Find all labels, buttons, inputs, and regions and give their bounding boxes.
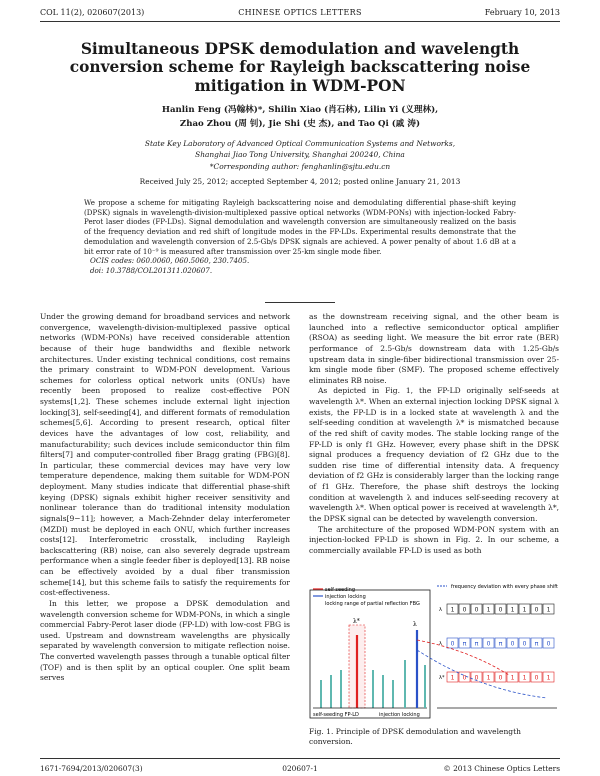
paragraph: Under the growing demand for broadband services and network convergence, wavelength-division-multiplexed passive optical networks (WDM-PONs) have received considerable attention because of their huge bandwidths and flexible network architectures. Under existing technical conditions, cost remains the primary constraint to WDM-PON development. Various schemes for colorless optical network units (ONUs) have recently been proposed to realize cost-effective PON systems[1,2]. These schemes include external light injection locking[3], self-seeding[4], and different formats of remodulation schemes[5,6]. According to present research, optical filter devices have the advantages of low cost, reliability, and manufacturability; such devices include semiconductor thin film filters[7] and computer-controlled fiber Bragg grating (FBG)[8]. In particular, these commercial devices may have very low temperature dependence, making them suitable for WDM-PON deployment. Many studies indicate that differential phase-shift keying (DPSK) signals exhibit higher receiver sensitivity and nonlinear tolerance than do traditional intensity modulation signals[9−11]; however, a Mach-Zehnder delay interferometer (MZDI) must be deployed in each ONU, which further increases costs[12]. Interferometric crosstalk, including Rayleigh backscattering (RB) noise, can also severely degrade upstream performance when a single feeder fiber is deployed[13]. RB noise can be effectively avoided by a dual fiber transmission scheme[14], but this scheme fails to satisfy the requirements for cost-effectiveness. (40, 312, 290, 598)
bit-row-mid (447, 638, 554, 648)
locking-range-box (349, 625, 365, 708)
bit-value: 0 (474, 674, 479, 682)
right-column (309, 312, 559, 556)
bit-value: 0 (486, 640, 491, 648)
issue-date: February 10, 2013 (484, 8, 560, 17)
bit-value: 1 (450, 606, 455, 614)
legend-self-label: self-seeding (325, 587, 356, 593)
bit-value: 0 (462, 674, 467, 682)
abstract (84, 198, 516, 276)
lambda-mid: λ (413, 621, 417, 628)
legend-inj-label: injection locking (325, 594, 366, 600)
doi: doi: 10.3788/COL201311.020607. (90, 265, 213, 275)
affiliation-line-2: Shanghai Jiao Tong University, Shanghai 200240, China (195, 150, 405, 160)
bit-value: 0 (534, 606, 539, 614)
bit-value: 1 (486, 606, 491, 614)
figure-1 (309, 580, 560, 723)
paragraph: as the downstream receiving signal, and the other beam is launched into a reflective semiconductor optical amplifier (RSOA) as seeding light. We measure the bit error rate (BER) performance of 2.5-Gb/s downstream data with 1.25-Gb/s upstream data in single-fiber bidirectional transmission over 25-km single mode fiber (SMF). The proposed scheme effectively eliminates RB noise. (309, 312, 559, 385)
lambda-star-left: λ* (353, 618, 360, 625)
bit-value: 1 (510, 606, 515, 614)
bit-row-top (447, 604, 554, 614)
bit-value: 0 (522, 640, 527, 648)
left-panel-frame (310, 590, 430, 718)
bit-value: 0 (462, 606, 467, 614)
bit-value: 0 (534, 674, 539, 682)
bit-value: 1 (510, 674, 515, 682)
injection-locking-label: injection locking (379, 712, 420, 718)
authors-line-1: Hanlin Feng (冯翰林)*, Shilin Xiao (肖石林), Lilin Yi (义理林), (161, 105, 439, 115)
legend-freq-label: frequency deviation with every phase shift (451, 584, 558, 590)
paragraph: As depicted in Fig. 1, the FP-LD originally self-seeds at wavelength λ*. When an external injection locking DPSK signal λ exists, the FP-LD is in a locked state at wavelength λ and the self-seeding condition at wavelength λ* is mismatched because of the red shift of cavity modes. The stable locking range of the FP-LD is only f1 GHz. However, every phase shift in the DPSK signal produces a frequency deviation of f2 GHz due to the sudden rise time of differential intensity data. A frequency deviation of f2 GHz is considerably larger than the locking range of f1 GHz. Therefore, the phase shift destroys the locking condition at wavelength λ and induces self-seeding recovery at wavelength λ*. When optical power is received at wavelength λ*, the DPSK signal can be detected by wavelength conversion. (309, 386, 559, 523)
lambda-row-top: λ (439, 607, 442, 613)
abstract-text: We propose a scheme for mitigating Rayleigh backscattering noise and demodulating differential phase-shift keying (DPSK) signals in wavelength-division-multiplexed passive optical networks (WDM-PONs) with injection-locked Fabry-Perot laser diodes (FP-LDs). Signal demodulation and wavelength conversion are simultaneously realized on the basis of the frequency deviation and red shift of longitude modes in the FP-LDs. Experimental results demonstrate that the demodulation and wavelength conversion of 2.5-Gb/s DPSK signals are achieved. A power penalty of about 1.6 dB at a bit error rate of 10⁻⁹ is measured after transmission over 25-km single mode fiber. (84, 198, 516, 256)
issn: 1671-7694/2013/020607(3) (40, 764, 143, 773)
bit-value: 0 (450, 640, 455, 648)
corresponding-author: *Corresponding author: fenghanlin@sjtu.edu.cn (209, 161, 391, 171)
bit-value: 1 (450, 674, 455, 682)
figure-caption: Fig. 1. Principle of DPSK demodulation and wavelength conversion. (309, 727, 521, 746)
header-rule (40, 21, 560, 22)
bit-rows (439, 607, 445, 681)
bit-value: 1 (522, 674, 527, 682)
bit-value: 1 (486, 674, 491, 682)
lambda-row-mid: λ (439, 641, 442, 647)
bit-row-bottom (447, 672, 554, 682)
self-seeding-fp-label: self-seeding FP-LD (313, 712, 359, 718)
bit-value: π (534, 640, 539, 648)
author-list (60, 103, 540, 131)
running-header (40, 8, 560, 20)
journal-name: CHINESE OPTICS LETTERS (238, 8, 362, 17)
lambda-star-row: λ* (439, 675, 445, 681)
received-dates: Received July 25, 2012; accepted September 4, 2012; posted online January 21, 2013 (139, 177, 461, 186)
bit-value: 0 (474, 606, 479, 614)
paper-title: Simultaneous DPSK demodulation and wavelength conversion scheme for Rayleigh backscattering noise mitigation in WDM-PON (69, 40, 531, 95)
bit-value: π (498, 640, 503, 648)
bit-value: 1 (546, 674, 551, 682)
bit-value: 1 (522, 606, 527, 614)
left-column (40, 312, 290, 684)
fp-modes-mid (405, 630, 425, 708)
paragraph: In this letter, we propose a DPSK demodulation and wavelength conversion scheme for WDM-PONs, in which a single commercial Fabry-Perot laser diode (FP-LD) with low-cost FBG is used. Upstream and downstream wavelengths are physically separated by wavelength conversion to mitigate reflection noise. The converted wavelength passes through a tunable optical filter (TOF) and is then split by an optical coupler. One split beam serves (40, 598, 290, 683)
ocis-codes: OCIS codes: 060.0060, 060.5060, 230.7405. (90, 256, 250, 266)
affiliation-line-1: State Key Laboratory of Advanced Optical Communication Systems and Networks, (144, 139, 456, 148)
bit-value: 0 (498, 606, 503, 614)
page-footer (40, 764, 560, 776)
legend-range-label: locking range of partial reflection FBG (325, 601, 420, 607)
bit-value: π (462, 640, 467, 648)
bit-value: 1 (546, 606, 551, 614)
bit-value: 0 (510, 640, 515, 648)
journal-ref: COL 11(2), 020607(2013) (40, 8, 145, 17)
paragraph: The architecture of the proposed WDM-PON system with an injection-locked FP-LD is shown in Fig. 2. In our scheme, a commercially available FP-LD is used as both (309, 524, 559, 555)
bit-value: π (474, 640, 479, 648)
abstract-divider (265, 302, 335, 303)
bit-value: 0 (546, 640, 551, 648)
footer-rule (40, 758, 560, 759)
affiliation (60, 138, 540, 172)
copyright: © 2013 Chinese Optics Letters (443, 764, 560, 773)
bit-value: 0 (498, 674, 503, 682)
page-number: 020607-1 (282, 764, 318, 773)
authors-line-2: Zhao Zhou (周 钊), Jie Shi (史 杰), and Tao Qi (戚 涛) (179, 119, 421, 129)
